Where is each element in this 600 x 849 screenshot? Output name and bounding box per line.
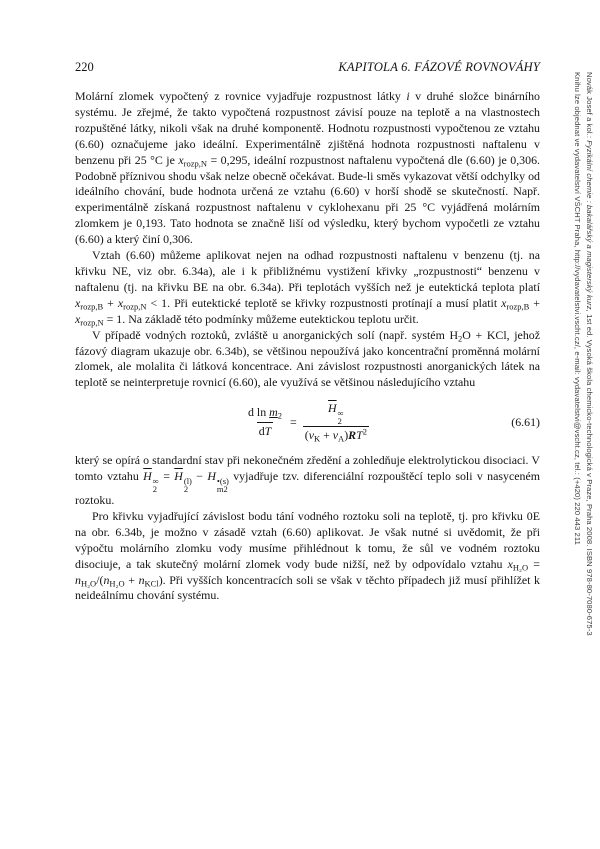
sub-sup-stack: (l) 2 [183,476,192,495]
paragraph: V případě vodných roztoků, zvláště u anorganických solí (např. systém $H_2O$ + KCl, jehož fázový diagram ukazuje obr. 6.34b), se většinou nepoužívá jako koncentrační proměnná molární zlomek, ale molalita či látková koncentrace. Ani závislost rozpustnosti anorganických látek na teplotě se neinterpretuje rovnicí (6.60), ale využívá se většinou následujícího vztahu [75,327,540,390]
paragraph: Molární zlomek vypočtený z rovnice vyjadřuje rozpustnost látky i v druhé složce binárního systému. Je zřejmé, že takto vypočtená rozpustnost závisí pouze na teplotě a na vlastnostech rozpuštěné látky, nikoli však na druhé komponentě. Hodnotu rozpustnosti vypočtenou ze vztahu (6.60) označujeme jako ideální. Experimentálně zjištěná hodnota rozpustnosti naftalenu v benzenu při 25 °C je $x_{rozp,N} = 0,295$, ideální rozpustnost naftalenu vypočtená dle (6.60) je 0,306. Podobně příznivou shodu však nelze obecně očekávat. Bude-li směs vykazovat větší odchylky od ideálního chování, bude hodnota určená ze vztahu (6.60) v horší shodě se skutečností. Např. experimentálně získaná rozpustnost naftalenu v cyklohexanu při 25 °C vyjádřená molárním zlomkem je 0,193. Tato hodnota se značně liší od výsledku, který bychom vypočetli ze vztahu (6.60) a který činí 0,306. [75,89,540,247]
page-number: 220 [75,60,94,74]
paragraph: Pro křivku vyjadřující závislost bodu tání vodného roztoku soli na teplotě, tj. pro křivku 0E na obr. 6.34b, je možno v zásadě vztah (6.60) aplikovat. Je však nutné si uvědomit, že při výpočtu molárního zlomku vody musíme přihlédnout k tomu, že sůl ve vodném roztoku disociuje, a tak skutečný molární zlomek vody bude nižší, než by odpovídalo vztahu $x_{H_2O} = n_{H_2O}/(n_{H_2O} + n_{KCl})$. Při vyšších koncentracích soli se však v těchto případech již musí přihlížet k neideálnímu chování systému. [75,508,540,603]
body-text [75,89,540,604]
stamp-order-line: Knihu lze objednat ve vydavatelství VŠCHT Praha, http://vydavatelstvi.vscht.cz/, e-mail: vydavatelstvi@vscht.cz, tel.: (+420) 220 443 211 [573,72,582,545]
sub-sup-stack: ∞ 2 [337,408,344,427]
chapter-heading: KAPITOLA 6. FÁZOVÉ ROVNOVÁHY [338,60,540,74]
equation-body: $\frac{d \ln m_2}{dT}$ = $\overline{H}$ ∞ 2 $(\nu_K + \nu_A)RT^2$ [248,401,367,444]
paragraph: který se opírá o standardní stav při nekonečném zředění a zohledňuje elektrolytickou disociaci. V tomto vztahu $\overline{H}$ ∞ 2 = $\overline{H}$ (l) 2 − H •(s) m2 vyjadřuje tzv. diferenciální rozpouštěcí teplo soli v nasyceném roztoku. [75,453,541,508]
fraction: $\frac{d \ln m_2}{dT}$ [248,405,282,439]
paragraph: Vztah (6.60) můžeme aplikovat nejen na odhad rozpustnosti naftalenu v benzenu (tj. na křivku NE, viz obr. 6.34a), ale i k přibližnému vystižení křivky „rozpustnosti“ benzenu v naftalenu (tj. na křivku BE na obr. 6.34a). Při teplotách vyšších než je eutektická teplota platí $x_{rozp,B} + x_{rozp,N} < 1$. Při eutektické teplotě se křivky rozpustnosti protínají a musí platit $x_{rozp,B} + x_{rozp,N} = 1$. Na základě této podmínky můžeme eutektickou teplotu určit. [75,248,540,328]
equation-number: (6.61) [511,414,540,429]
page-header [75,60,540,75]
fraction: $\overline{H}$ ∞ 2 $(\nu_K + \nu_A)RT^2$ [304,401,367,444]
equation [75,401,540,444]
stamp-citation-line: Novák Josef a kol.: Fyzikální chemie : bakalářský a magisterský kurz, 1st ed. Vysoká škola chemicko-technologická v Praze, Praha 2008. ISBN 978-80-7080-675-3 [585,72,594,636]
publisher-stamp [571,72,595,732]
sub-sup-stack: •(s) m2 [216,476,229,495]
sub-sup-stack: ∞ 2 [152,476,159,495]
